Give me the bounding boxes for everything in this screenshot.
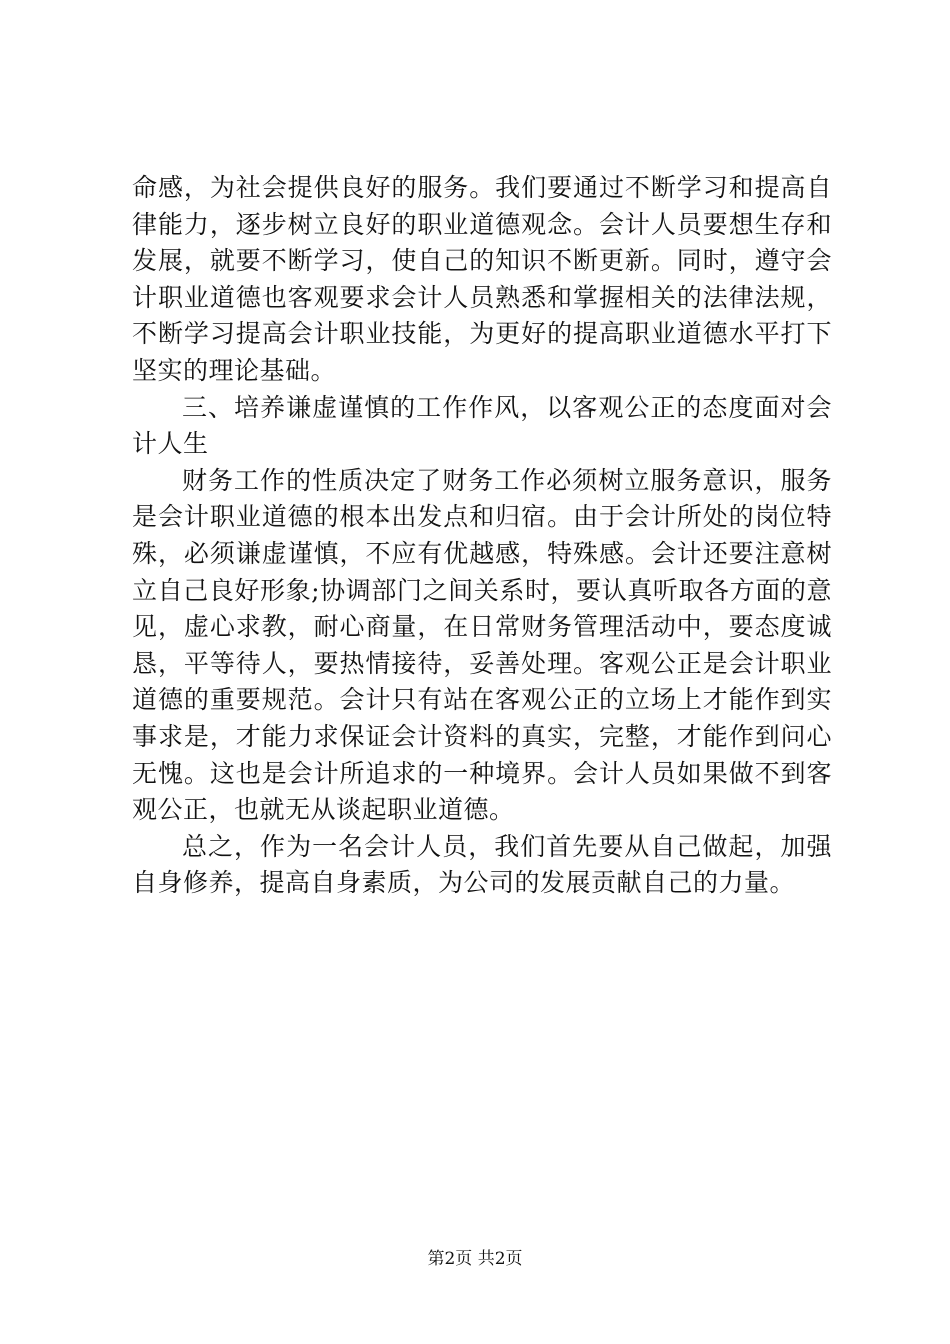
text-line: 道德的重要规范。会计只有站在客观公正的立场上才能作到实 bbox=[132, 685, 832, 715]
text-line: 殊，必须谦虚谨慎，不应有优越感，特殊感。会计还要注意树 bbox=[132, 538, 832, 568]
text-line: 计人生 bbox=[132, 429, 209, 459]
text-line: 三、培养谦虚谨慎的工作作风，以客观公正的态度面对会 bbox=[182, 392, 832, 422]
page-footer: 第2页 共2页 bbox=[427, 1249, 523, 1269]
text-line: 命感，为社会提供良好的服务。我们要通过不断学习和提高自 bbox=[132, 173, 832, 202]
text-line: 恳，平等待人，要热情接待，妥善处理。客观公正是会计职业 bbox=[132, 648, 832, 678]
text-line: 是会计职业道德的根本出发点和归宿。由于会计所处的岗位特 bbox=[132, 502, 832, 532]
text-line: 见，虚心求教，耐心商量，在日常财务管理活动中，要态度诚 bbox=[132, 612, 832, 642]
text-line: 自身修养，提高自身素质，为公司的发展贡献自己的力量。 bbox=[132, 868, 796, 898]
text-line: 立自己良好形象;协调部门之间关系时，要认真听取各方面的意 bbox=[132, 575, 832, 605]
text-line: 事求是，才能力求保证会计资料的真实，完整，才能作到问心 bbox=[132, 721, 832, 751]
text-line: 不断学习提高会计职业技能，为更好的提高职业道德水平打下 bbox=[132, 319, 832, 349]
text-line: 计职业道德也客观要求会计人员熟悉和掌握相关的法律法规， bbox=[132, 282, 832, 312]
text-line: 坚实的理论基础。 bbox=[132, 355, 337, 385]
text-line: 无愧。这也是会计所追求的一种境界。会计人员如果做不到客 bbox=[132, 758, 832, 788]
text-line: 观公正，也就无从谈起职业道德。 bbox=[132, 795, 515, 825]
text-line: 律能力，逐步树立良好的职业道德观念。会计人员要想生存和 bbox=[132, 209, 832, 239]
text-line: 发展，就要不断学习，使自己的知识不断更新。同时，遵守会 bbox=[132, 246, 832, 276]
document-body bbox=[132, 170, 832, 902]
text-line: 总之，作为一名会计人员，我们首先要从自己做起，加强 bbox=[182, 831, 832, 861]
text-line: 财务工作的性质决定了财务工作必须树立服务意识，服务 bbox=[182, 465, 832, 495]
